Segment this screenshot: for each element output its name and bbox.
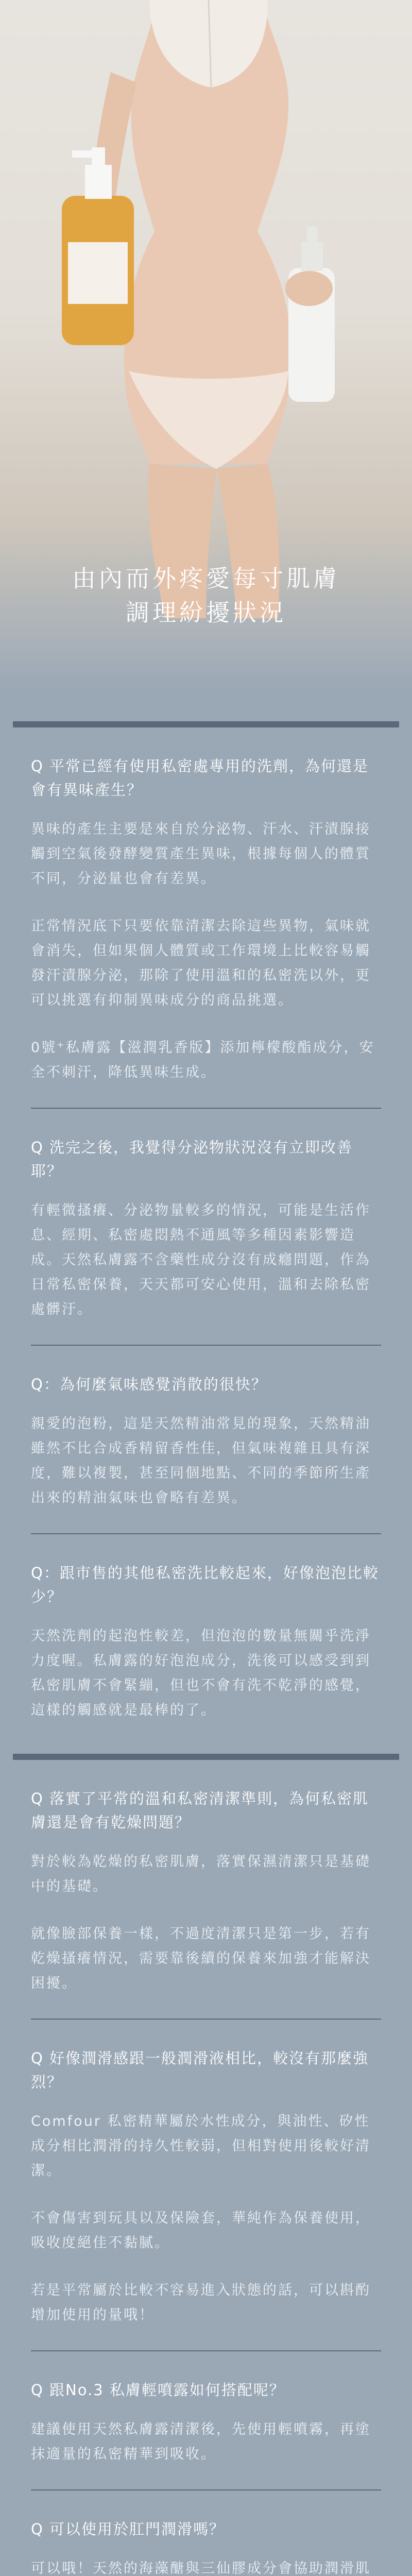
faq-item xyxy=(31,1760,381,2020)
faq-item xyxy=(31,2351,381,2490)
faq-item xyxy=(31,1346,381,1534)
faq-item xyxy=(31,1534,381,1723)
faq-answer-paragraph: 異味的產生主要是來自於分泌物、汗水、汗漬腺接觸到空氣後發酵變質產生異味，根據每個人的體質不同，分泌量也會有差異。 xyxy=(31,821,371,887)
faq-question: Q 可以使用於肛門潤滑嗎？ xyxy=(31,2520,226,2538)
faq-question: Q：跟市售的其他私密洗比較起來，好像泡泡比較少？ xyxy=(31,1564,379,1605)
faq-content xyxy=(0,690,412,2576)
faq-answer-paragraph: 對於較為乾燥的私密肌膚，落實保濕清潔只是基礎中的基礎。 xyxy=(31,1854,371,1894)
faq-section-2 xyxy=(0,1760,412,2576)
faq-answer-paragraph: 天然洗劑的起泡性較差，但泡泡的數量無關乎洗淨力度喔。私膚露的好泡泡成分，洗後可以感受到到私密肌膚不會緊繃，但也不會有洗不乾淨的感覺，這樣的觸感就是最棒的了。 xyxy=(31,1628,371,1718)
faq-question: Q 平常已經有使用私密處專用的洗劑，為何還是會有異味產生？ xyxy=(31,757,369,799)
hero-title-line1: 由內而外疼愛每寸肌膚 xyxy=(72,565,340,592)
faq-item xyxy=(31,2020,381,2351)
faq-answer-paragraph: 若是平常屬於比較不容易進入狀態的話，可以斟酌增加使用的量哦！ xyxy=(31,2282,371,2323)
faq-item xyxy=(31,1109,381,1346)
faq-question: Q 跟No.3 私膚輕噴露如何搭配呢？ xyxy=(31,2381,285,2399)
hero-title xyxy=(0,562,412,630)
faq-question: Q 好像潤滑感跟一般潤滑液相比，較沒有那麼強烈？ xyxy=(31,2049,369,2091)
faq-answer-paragraph: 可以哦！天然的海藻醣與三仙膠成分會協助潤滑肌 xyxy=(31,2561,371,2576)
faq-answer-paragraph: 0號⁺私膚露【滋潤乳香版】添加檸檬酸酯成分，安全不刺汗，降低異味生成。 xyxy=(31,1040,375,1080)
faq-answer-paragraph: 建議使用天然私膚露清潔後，先使用輕噴霧，再塗抹適量的私密精華到吸收。 xyxy=(31,2421,371,2462)
hero-banner xyxy=(0,0,412,690)
faq-answer-paragraph: 正常情況底下只要依靠清潔去除這些異物，氣味就會消失，但如果個人體質或工作環境上比較容易觸發汗漬腺分泌，那除了使用溫和的私密洗以外，更可以挑選有抑制異味成分的商品挑選。 xyxy=(31,918,371,1008)
section-divider-bar xyxy=(13,721,399,727)
faq-question: Q：為何麼氣味感覺消散的很快？ xyxy=(31,1376,267,1393)
faq-answer-paragraph: 不會傷害到玩具以及保險套，華純作為保養使用，吸收度絕佳不黏膩。 xyxy=(31,2210,371,2251)
faq-answer-paragraph: 就像臉部保養一樣，不過度清潔只是第一步，若有乾燥搔癢情況，需要靠後續的保養來加強才能解決困擾。 xyxy=(31,1926,371,1991)
faq-question: Q 落實了平常的溫和私密清潔準則，為何私密肌膚還是會有乾燥問題？ xyxy=(31,1790,369,1831)
faq-question: Q 洗完之後，我覺得分泌物狀況沒有立即改善耶？ xyxy=(31,1139,353,1180)
faq-section-1 xyxy=(0,727,412,1723)
hero-title-line2: 調理紛擾狀況 xyxy=(126,599,286,626)
faq-answer-paragraph: Comfour 私密精華屬於水性成分，與油性、矽性成分相比潤滑的持久性較弱，但相對使用後較好清潔。 xyxy=(31,2113,371,2179)
faq-item xyxy=(31,2490,381,2576)
faq-answer-paragraph: 有輕微搔癢、分泌物量較多的情況，可能是生活作息、經期、私密處悶熱不通風等多種因素影響造成。天然私膚露不含藥性成分沒有成癮問題，作為日常私密保養，天天都可安心使用，溫和去除私密處髒汙。 xyxy=(31,1202,371,1317)
faq-answer-paragraph: 親愛的泡粉，這是天然精油常見的現象，天然精油雖然不比合成香精留香性佳，但氣味複雜且具有深度，難以複製，甚至同個地點、不同的季節所生產出來的精油氣味也會略有差異。 xyxy=(31,1416,371,1506)
faq-item xyxy=(31,727,381,1109)
section-divider-bar xyxy=(13,1754,399,1760)
